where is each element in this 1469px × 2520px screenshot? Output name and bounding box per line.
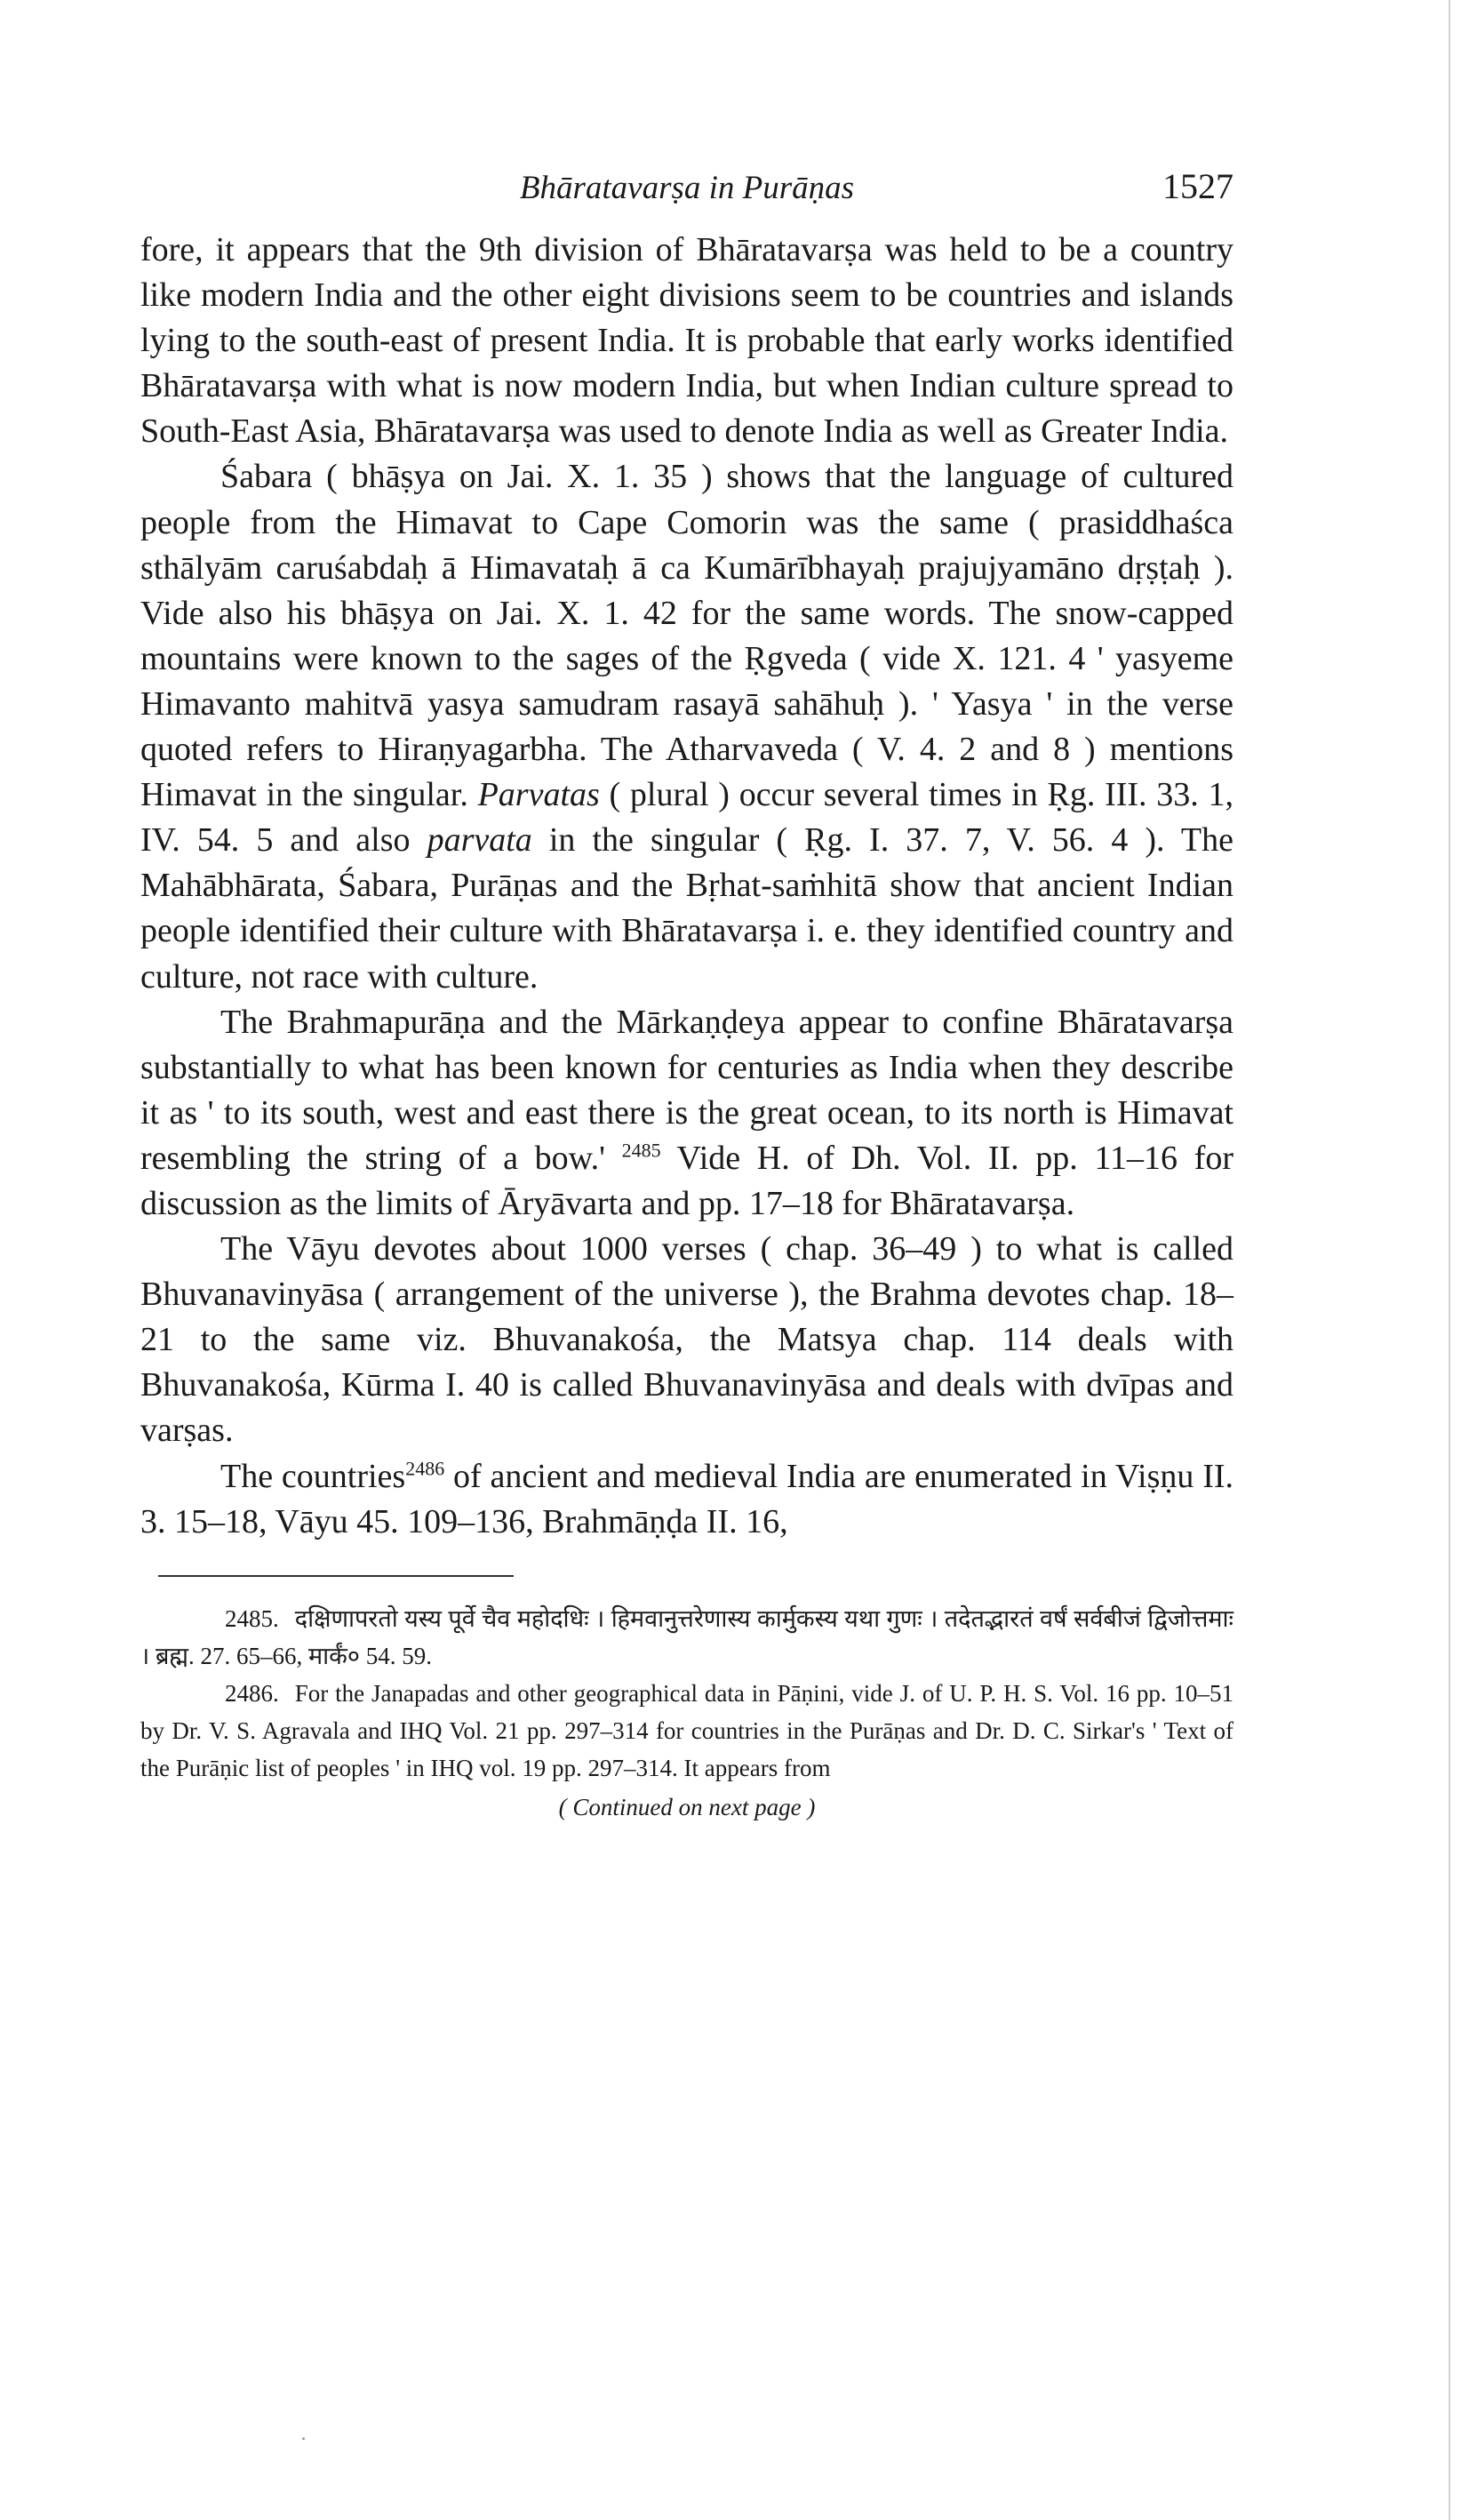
paragraph-3-rest: Vide H. of Dh. Vol. II. pp. 11–16 for discussion as the limits of Āryāvarta and pp. 17–18 for Bhāratavarṣa. (140, 1139, 1234, 1222)
paragraph-2 (140, 454, 1233, 999)
page-header (140, 151, 1233, 222)
main-text (140, 228, 1233, 1545)
paragraph-5-start: The countries (220, 1457, 406, 1495)
scan-edge-line (1449, 0, 1450, 2520)
footnote-ref-2485: 2485 (621, 1139, 661, 1162)
page-number: 1527 (1162, 166, 1233, 206)
footnote-number: 2485. (225, 1604, 279, 1632)
italic-parvata: parvata (427, 821, 532, 860)
paragraph-3 (140, 1000, 1233, 1227)
scan-speck (302, 2437, 305, 2440)
footnote-2485 (140, 1600, 1233, 1675)
running-title: Bhāratavarṣa in Purāṇas (519, 170, 855, 206)
paragraph-5-rest: of ancient and medieval India are enumerated in Viṣṇu II. 3. 15–18, Vāyu 45. 109–136, Brahmāṇḍa II. 16, (140, 1457, 1234, 1540)
book-page (140, 151, 1233, 1826)
continued-note: ( Continued on next page ) (558, 1793, 816, 1820)
footnote-text: For the Janapadas and other geographical data in Pāṇini, vide J. of U. P. H. S. Vol. 16 pp. 10–51 by Dr. V. S. Agravala and IHQ Vol. 21 pp. 297–314 for countries in the Purāṇas and Dr. D. C. Sirkar's ' Text of the Purāṇic list of peoples ' in IHQ vol. 19 pp. 297–314. It appears from (140, 1679, 1233, 1781)
paragraph-2-mid: ( plural ) occur several times in Ṛg. III. 33. 1, IV. 54. 5 and also (140, 776, 1234, 860)
footnotes (140, 1600, 1233, 1826)
paragraph-4: The Vāyu devotes about 1000 verses ( chap. 36–49 ) to what is called Bhuvanavinyāsa ( arrangement of the universe ), the Brahma devotes chap. 18–21 to the same viz. Bhuvanakośa, the Matsya chap. 114 deals with Bhuvanakośa, Kūrma I. 40 is called Bhuvanavinyāsa and deals with dvīpas and varṣas. (140, 1230, 1233, 1450)
footnote-ref-2486: 2486 (405, 1456, 445, 1479)
footnote-number: 2486. (225, 1679, 279, 1707)
paragraph-5 (140, 1454, 1233, 1545)
paragraph-1: fore, it appears that the 9th division of Bhāratavarṣa was held to be a country like modern India and the other eight divisions seem to be countries and islands lying to the south-east of present India. It is probable that early works identified Bhāratavarṣa with what is now modern India, but when Indian culture spread to South-East Asia, Bhāratavarṣa was used to denote India as well as Greater India. (140, 231, 1233, 451)
paragraph-2-lead: Śabara ( bhāṣya on Jai. X. 1. 35 ) shows that the language of cultured people from the Himavat to Cape Comorin was the same ( prasiddhaśca sthālyām caruśabdaḥ ā Himavataḥ ā ca Kumārībhayaḥ prajujyamāno dṛṣṭaḥ ). Vide also his bhāṣya on Jai. X. 1. 42 for the same words. The snow-capped mountains were known to the sages of the Ṛgveda ( vide X. 121. 4 ' yasyeme Himavanto mahitvā yasya samudram rasayā sahāhuḥ ). ' Yasya ' in the verse quoted refers to Hiraṇyagarbha. The Atharvaveda ( V. 4. 2 and 8 ) mentions Himavat in the singular. (140, 458, 1233, 814)
footnote-2486 (140, 1675, 1233, 1787)
paragraph-3-lead: The Brahmapurāṇa and the Mārkaṇḍeya appear to confine Bhāratavarṣa substantially to what has been known for centuries as India when they describe it as ' to its south, west and east there is the great ocean, to its north is Himavat resembling the string of a bow.' (140, 1003, 1233, 1177)
paragraph-2-rest: in the singular ( Ṛg. I. 37. 7, V. 56. 4 ). The Mahābhārata, Śabara, Purāṇas and the Bṛhat-saṁhitā show that ancient Indian people identified their culture with Bhāratavarṣa i. e. they identified country and culture, not race with culture. (140, 821, 1234, 996)
italic-parvatas: Parvatas (477, 776, 600, 814)
footnote-separator (158, 1575, 514, 1577)
footnote-text: दक्षिणापरतो यस्य पूर्वे चैव महोदधिः । हिमवानुत्तरेणास्य कार्मुकस्य यथा गुणः । तदेतद्भारतं वर्षं सर्वबीजं द्विजोत्तमाः । ब्रह्म. 27. 65–66, मार्कं० 54. 59. (140, 1604, 1233, 1669)
